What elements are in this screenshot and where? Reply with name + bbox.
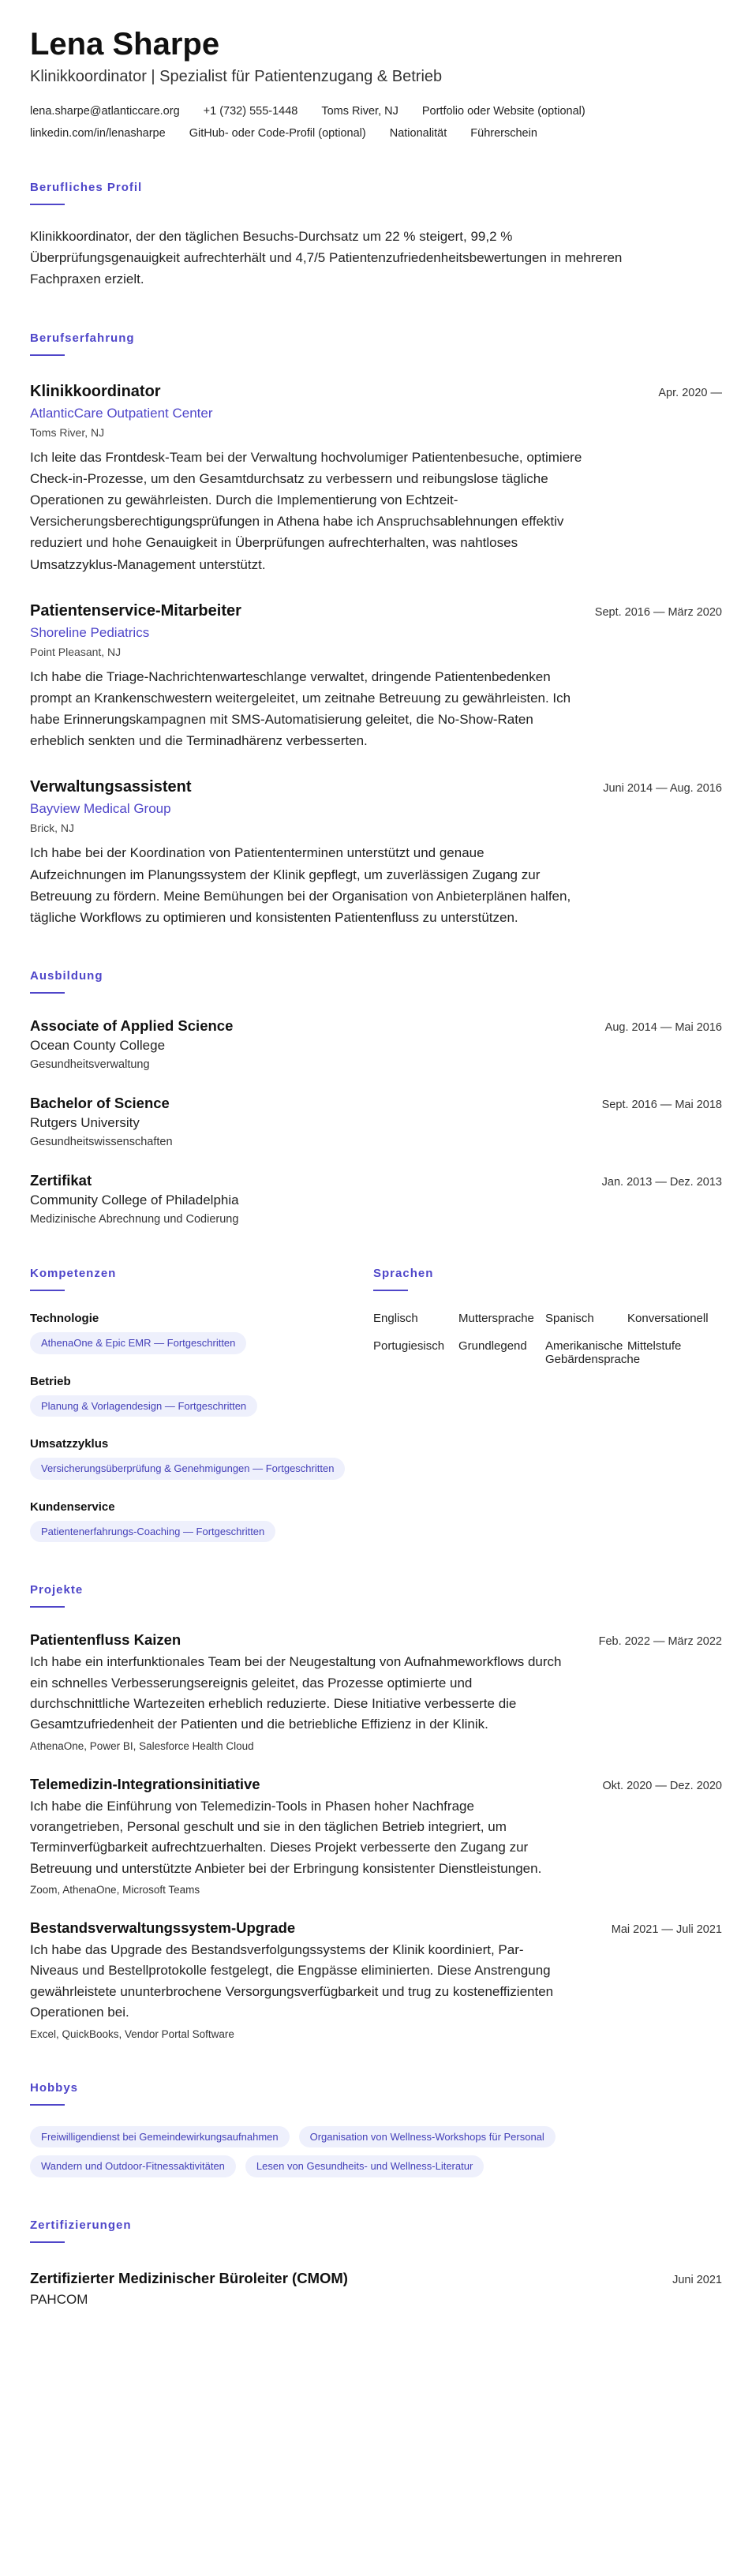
hobby-pill: Organisation von Wellness-Workshops für Personal [299,2126,556,2148]
education-date: Jan. 2013 — Dez. 2013 [601,1176,722,1189]
skill-category: Technologie [30,1312,99,1326]
section-divider [30,1290,65,1291]
degree: Zertifikat [30,1172,92,1189]
projects-section [30,1583,722,2039]
section-title-projects: Projekte [30,1583,84,1597]
project-name: Patientenfluss Kaizen [30,1631,181,1649]
section-divider [30,354,65,356]
contact-linkedin[interactable]: linkedin.com/in/lenasharpe [30,127,166,140]
job-title: Verwaltungsassistent [30,778,192,796]
job-title: Klinikkoordinator [30,382,161,400]
skill-pill: Planung & Vorlagendesign — Fortgeschritten [30,1395,257,1417]
project-tools: AthenaOne, Power BI, Salesforce Health Cloud [30,1739,254,1752]
section-title-skills: Kompetenzen [30,1267,117,1281]
skill-pill: Patientenerfahrungs-Coaching — Fortgeschritten [30,1521,275,1543]
project-description: Ich habe die Einführung von Telemedizin-Tools in Phasen hoher Nachfrage vorangetrieben, Personal geschult und sie in den täglichen Betrieb integriert, um Terminverfügbarkeit aufrechtzuerhalten. Dieses Projekt verbesserte den Zugang zur Betreuung und unterstützte Anbieter bei der Erbringung konsistenter Dienstleistungen. [30,1798,542,1876]
section-title-education: Ausbildung [30,969,103,983]
certifications-section [30,2218,722,2308]
hobby-pill: Freiwilligendienst bei Gemeindewirkungsaufnahmen [30,2126,290,2148]
job-description: Ich habe bei der Koordination von Patiententerminen unterstützt und genaue Aufzeichnungen im Planungssystem der Klinik gepflegt, um zuverlässigen Zugang zur Betreuung zu fördern. Meine Bemühungen bei der Organisation von Anbieterplänen halfen, tägliche Workflows zu optimieren und konsistenten Patientenfluss zu unterstützen. [30,845,571,925]
field-of-study: Gesundheitswissenschaften [30,1136,173,1149]
project-tools: Excel, QuickBooks, Vendor Portal Software [30,2027,234,2040]
skill-category: Betrieb [30,1374,71,1388]
certification-issuer: PAHCOM [30,2291,88,2307]
project-date: Mai 2021 — Juli 2021 [611,1923,722,1937]
certification-date: Juni 2021 [672,2273,722,2286]
contact-location: Toms River, NJ [321,105,398,118]
job-date: Apr. 2020 — [658,386,722,399]
job-location: Point Pleasant, NJ [30,645,122,658]
section-title-profile: Berufliches Profil [30,181,143,194]
section-title-languages: Sprachen [373,1267,434,1281]
degree: Bachelor of Science [30,1095,170,1112]
skill-pill: Versicherungsüberprüfung & Genehmigungen — Fortgeschritten [30,1458,345,1480]
language-level: Konversationell [627,1312,709,1326]
skills-languages-row [30,1267,722,1542]
project-name: Bestandsverwaltungssystem-Upgrade [30,1919,296,1937]
school: Community College of Philadelphia [30,1193,239,1208]
section-divider [30,1606,65,1608]
school: Ocean County College [30,1038,166,1054]
section-divider [30,2104,65,2106]
project-item [30,1776,722,1896]
language-level: Grundlegend [458,1339,527,1354]
headline: Klinikkoordinator | Spezialist für Patientenzugang & Betrieb [30,68,443,85]
language-name: Englisch [373,1312,418,1326]
section-title-hobbies: Hobbys [30,2080,79,2095]
contact-nationality: Nationalität [389,127,447,140]
employer: Bayview Medical Group [30,801,171,817]
field-of-study: Gesundheitsverwaltung [30,1058,150,1072]
candidate-name: Lena Sharpe [30,27,220,62]
employer: AtlanticCare Outpatient Center [30,405,213,421]
hobby-list [30,2121,661,2177]
job-date: Juni 2014 — Aug. 2016 [603,782,722,796]
field-of-study: Medizinische Abrechnung und Codierung [30,1213,239,1226]
skill-group [30,1500,373,1543]
language-name: Amerikanische Gebärdensprache [545,1339,641,1367]
project-date: Okt. 2020 — Dez. 2020 [602,1779,722,1792]
degree: Associate of Applied Science [30,1017,234,1035]
contact-phone: +1 (732) 555-1448 [203,105,298,118]
section-title-certifications: Zertifizierungen [30,2218,132,2232]
language-list [373,1312,722,1366]
section-title-experience: Berufserfahrung [30,331,135,345]
certification-item [30,2270,722,2308]
project-item [30,1919,722,2039]
project-name: Telemedizin-Integrationsinitiative [30,1775,260,1792]
skill-category: Umsatzzyklus [30,1437,109,1451]
skill-category: Kundenservice [30,1500,115,1514]
project-item [30,1631,722,1751]
languages-section [373,1267,722,1542]
skill-group [30,1437,373,1480]
section-divider [30,992,65,994]
experience-item [30,383,722,575]
education-date: Sept. 2016 — Mai 2018 [601,1099,722,1112]
job-title: Patientenservice-Mitarbeiter [30,601,241,620]
section-divider [30,2241,65,2243]
language-name: Spanisch [545,1312,594,1326]
hobbies-section [30,2081,722,2177]
project-tools: Zoom, AthenaOne, Microsoft Teams [30,1884,200,1896]
experience-item [30,602,722,752]
experience-item [30,778,722,928]
job-description: Ich habe die Triage-Nachrichtenwarteschlange verwaltet, dringende Patientenbedenken prompt an Krankenschwestern weitergeleitet, um zeitnahe Betreuung zu gewährleisten. Ich habe Erinnerungskampagnen mit SMS-Automatisierung geleitet, die No-Show-Raten erheblich senkten und die Terminadhärenz verbesserten. [30,668,571,749]
section-divider [30,204,65,205]
education-section [30,969,722,1226]
contact-portfolio[interactable]: Portfolio oder Website (optional) [421,105,586,118]
job-date: Sept. 2016 — März 2020 [594,605,722,619]
hobby-pill: Lesen von Gesundheits- und Wellness-Literatur [245,2155,484,2177]
skill-pill: AthenaOne & Epic EMR — Fortgeschritten [30,1332,246,1354]
section-divider [373,1290,408,1291]
project-description: Ich habe das Upgrade des Bestandsverfolgungssystems der Klinik koordiniert, Par-Niveaus und Bestellprotokolle festgelegt, die Engpässe eliminierten. Diese Anstrengung gewährleistete ununterbrochene Versorgungsverfügbarkeit und trug zu kosteneffizienten Operationen bei. [30,1942,554,2020]
hobby-pill: Wandern und Outdoor-Fitnessaktivitäten [30,2155,236,2177]
profile-summary: Klinikkoordinator, der den täglichen Besuchs-Durchsatz um 22 % steigert, 99,2 % Überprüfungsgenauigkeit aufrechterhält und 4,7/5 Patientenzufriedenheitsbewertungen in mehreren Fachpraxen erzielt. [30,229,623,287]
contact-list [30,105,709,140]
language-level: Mittelstufe [627,1339,682,1354]
certification-name: Zertifizierter Medizinischer Büroleiter (CMOM) [30,2269,348,2286]
project-date: Feb. 2022 — März 2022 [598,1635,722,1649]
education-date: Aug. 2014 — Mai 2016 [604,1021,722,1035]
employer: Shoreline Pediatrics [30,624,150,640]
language-name: Portugiesisch [373,1339,445,1354]
language-level: Muttersprache [458,1312,534,1326]
skill-group [30,1312,373,1354]
contact-github[interactable]: GitHub- oder Code-Profil (optional) [189,127,366,140]
job-location: Brick, NJ [30,822,74,835]
skill-group [30,1375,373,1417]
education-item [30,1172,722,1226]
school: Rutgers University [30,1115,140,1131]
skills-section [30,1267,373,1542]
profile-section [30,181,722,290]
project-description: Ich habe ein interfunktionales Team bei der Neugestaltung von Aufnahmeworkflows durch ein schnelles Verbesserungsereignis geleitet, das Prozesse optimierte und durchschnittliche Wartezeiten erheblich reduzierte. Diese Initiative verbesserte die Gesamtzufriedenheit der Patienten und die betriebliche Effizienz in der Klinik. [30,1654,562,1732]
contact-drivers-license: Führerschein [470,127,537,140]
contact-email[interactable]: lena.sharpe@atlanticcare.org [30,105,180,118]
education-item [30,1095,722,1148]
resume-header [30,27,722,140]
education-item [30,1017,722,1071]
job-location: Toms River, NJ [30,425,105,439]
experience-section [30,331,722,929]
job-description: Ich leite das Frontdesk-Team bei der Verwaltung hochvolumiger Patientenbesuche, optimiere Check-in-Prozesse, um den Gesamtdurchsatz zu verbessern und reibungslose tägliche Operationen zu gewährleisten. Durch die Implementierung von Echtzeit-Versicherungsberechtigungsprüfungen in Athena habe ich Anspruchsablehnungen effektiv reduziert und hohe Genauigkeit in Überprüfungen aufrechterhalten, was nahtloses Umsatzzyklus-Management unterstützt. [30,449,582,572]
